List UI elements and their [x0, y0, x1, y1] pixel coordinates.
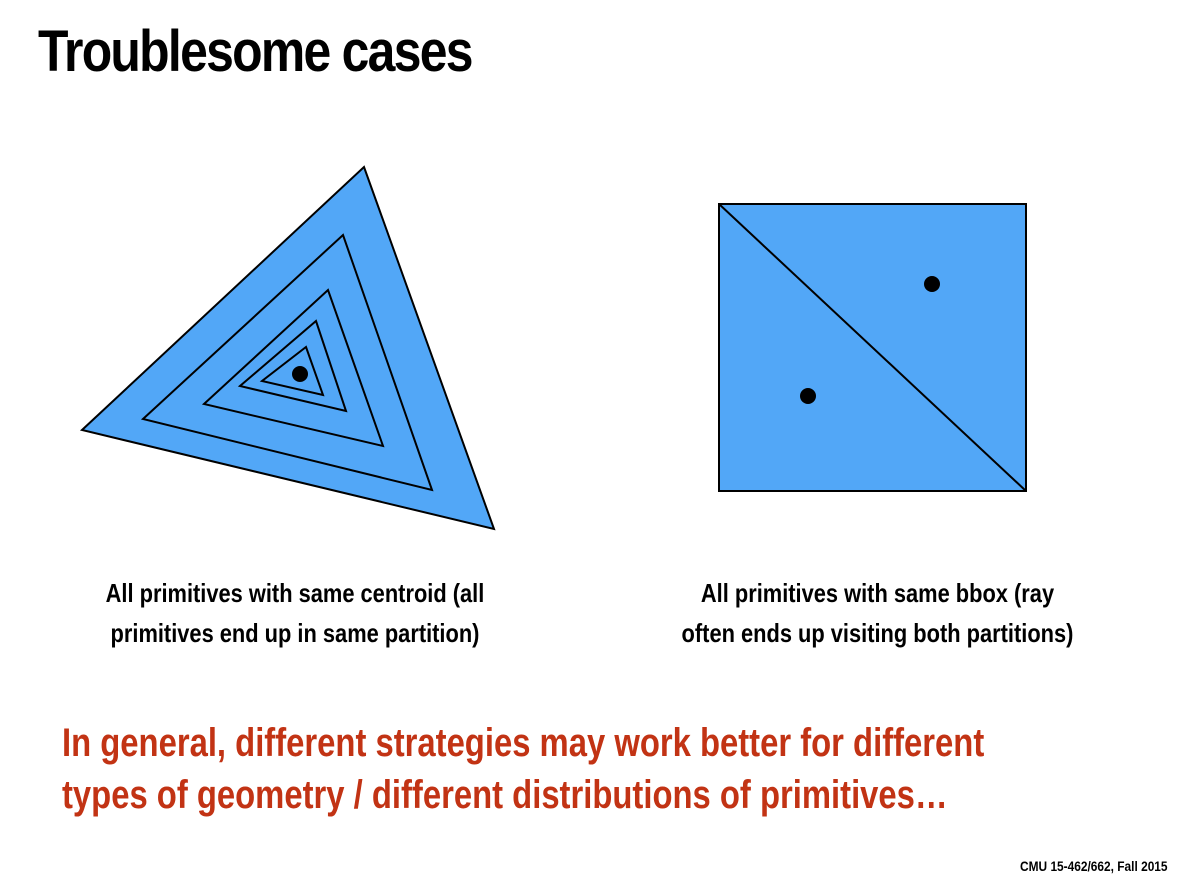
lower-triangle-centroid-dot [800, 388, 816, 404]
left-caption [20, 573, 570, 653]
nested-triangles-diagram [82, 167, 494, 529]
conclusion-text [62, 717, 1180, 821]
left-caption-line-1: All primitives with same centroid (all [105, 578, 485, 608]
right-caption-line-2: often ends up visiting both partitions) [681, 618, 1074, 648]
course-footer: CMU 15-462/662, Fall 2015 [1020, 858, 1168, 874]
same-bbox-diagram [719, 204, 1026, 491]
right-caption-line-1: All primitives with same bbox (ray [700, 578, 1055, 608]
shared-centroid-dot [292, 366, 308, 382]
right-caption [600, 573, 1155, 653]
conclusion-line-1: In general, different strategies may work better for different [62, 721, 985, 765]
conclusion-line-2: types of geometry / different distributions of primitives… [62, 773, 948, 817]
upper-triangle-centroid-dot [924, 276, 940, 292]
left-caption-line-2: primitives end up in same partition) [110, 618, 480, 648]
slide-title: Troublesome cases [38, 19, 472, 84]
